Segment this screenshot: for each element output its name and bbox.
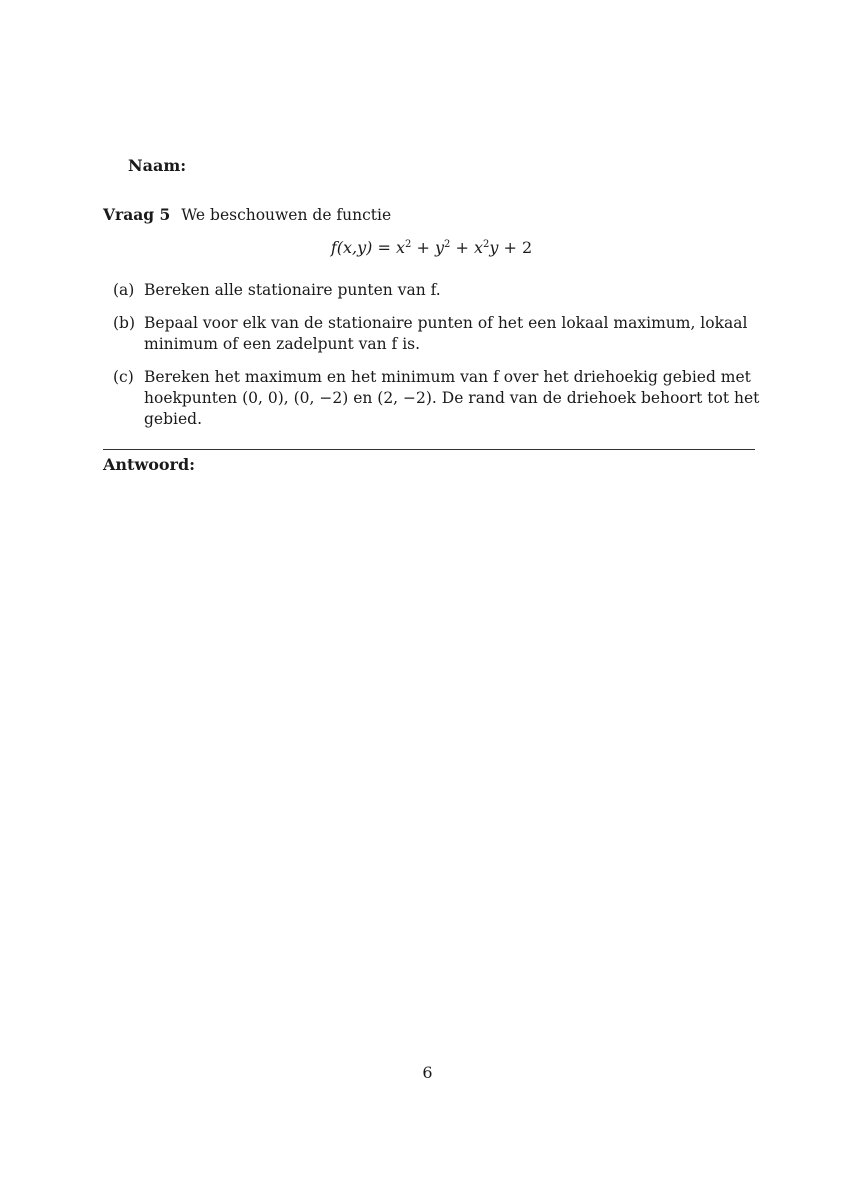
formula-const: 2 — [521, 238, 533, 257]
formula-exp3: 2 — [482, 239, 490, 250]
formula-exp1: 2 — [405, 239, 412, 250]
formula-lhs: f(x,y) — [330, 238, 373, 257]
sub-question-label: (c) — [113, 368, 134, 386]
formula-exp2: 2 — [444, 239, 451, 250]
formula-term2: y — [434, 238, 444, 257]
sub-question-text: Bereken het maximum en het minimum van f over het driehoekig gebied met hoekpunten (0, 0), (0, −2) en (2, −2). De rand van de driehoek behoort tot het gebied. — [144, 368, 760, 428]
formula-plus3: + — [498, 238, 522, 257]
question-intro-text: We beschouwen de functie — [181, 206, 392, 224]
formula-plus2: + — [450, 238, 474, 257]
name-label: Naam: — [128, 156, 187, 175]
question-number: Vraag 5 — [103, 205, 171, 224]
formula-term3: x — [473, 238, 483, 257]
sub-question-c — [113, 367, 763, 430]
formula-equals: = — [372, 238, 396, 257]
sub-question-text: Bepaal voor elk van de stationaire punten of het een lokaal maximum, lokaal minimum of een zadelpunt van f is. — [144, 314, 748, 353]
sub-question-text: Bereken alle stationaire punten van f. — [144, 281, 441, 299]
formula-term1: x — [395, 238, 405, 257]
function-formula — [0, 238, 847, 257]
sub-question-a — [113, 280, 763, 301]
sub-question-list — [113, 280, 763, 442]
answer-label: Antwoord: — [103, 455, 196, 474]
sub-question-label: (a) — [113, 281, 135, 299]
sub-question-b — [113, 313, 763, 355]
question-intro — [103, 204, 755, 226]
sub-question-label: (b) — [113, 314, 136, 332]
formula-plus1: + — [411, 238, 435, 257]
divider-line — [103, 449, 755, 450]
page-number: 6 — [422, 1063, 433, 1082]
formula-term3b: y — [489, 238, 499, 257]
